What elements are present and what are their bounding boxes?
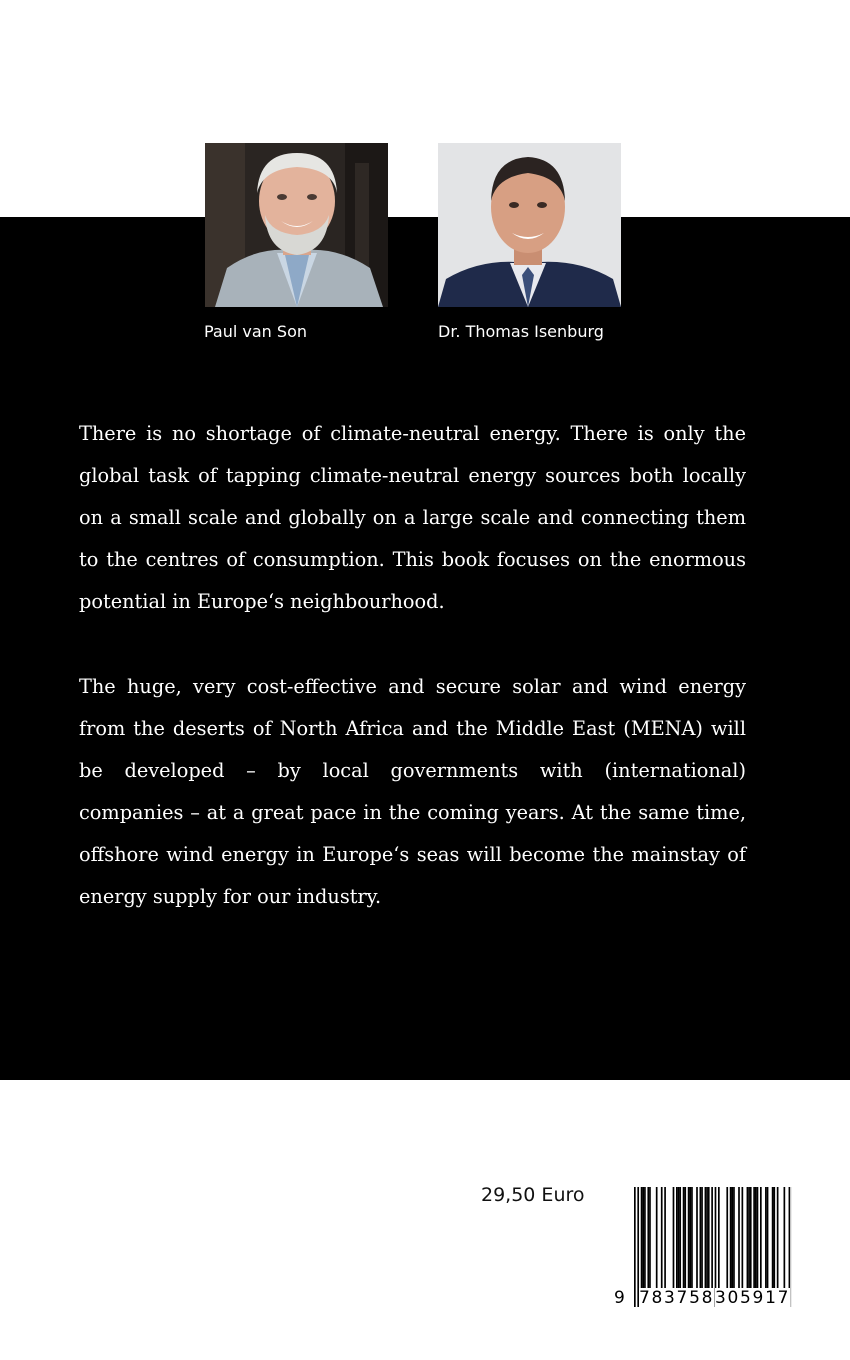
barcode-bar: [684, 1187, 686, 1293]
barcode-bar: [664, 1187, 666, 1293]
barcode-bar: [753, 1187, 755, 1293]
isbn-digit-group-1: 783758: [639, 1288, 715, 1308]
barcode-bar: [755, 1187, 757, 1293]
author-photo-paul-van-son: [205, 143, 388, 307]
barcode-bar: [731, 1187, 733, 1293]
blurb-paragraph-2: The huge, very cost-effective and secure solar and wind energy from the deserts of North Africa and the Middle East (MENA) will be developed – by local governments with (international) companies – at a great pace in the coming years. At the same time, offshore wind energy in Europe‘s seas will become the mainstay of energy supply for our industry.: [79, 675, 746, 908]
barcode-bar: [718, 1187, 720, 1293]
barcode-bar: [649, 1187, 651, 1293]
barcode-bar: [748, 1187, 750, 1293]
price-label: 29,50 Euro: [481, 1184, 585, 1206]
barcode-bar: [765, 1187, 767, 1293]
barcode-bar: [656, 1187, 658, 1293]
barcode-bar: [708, 1187, 710, 1293]
barcode-bar: [773, 1187, 775, 1293]
barcode-bar: [634, 1187, 636, 1307]
barcode-bar: [757, 1187, 759, 1293]
barcode-bar: [688, 1187, 690, 1293]
barcode-bar: [696, 1187, 698, 1293]
barcode-bar: [676, 1187, 678, 1293]
barcode-bar: [750, 1187, 752, 1293]
barcode-bar: [691, 1187, 693, 1293]
barcode-bar: [767, 1187, 769, 1293]
barcode-bar: [701, 1187, 703, 1293]
author-name-caption: Paul van Son: [204, 322, 307, 341]
barcode-bar: [642, 1187, 644, 1293]
barcode-bar: [683, 1187, 685, 1293]
barcode-bar: [772, 1187, 774, 1293]
barcode-bar: [679, 1187, 681, 1293]
barcode-bar: [726, 1187, 728, 1293]
isbn-digit-group-2: 305917: [715, 1288, 791, 1308]
barcode-bar: [760, 1187, 762, 1293]
author-photo-thomas-isenburg: [438, 143, 621, 307]
barcode-bar: [742, 1187, 744, 1293]
barcode-bar: [738, 1187, 740, 1293]
barcode-bar: [730, 1187, 732, 1293]
barcode-bar: [689, 1187, 691, 1293]
barcode-bar: [706, 1187, 708, 1293]
barcode-bar: [678, 1187, 680, 1293]
isbn-prefix-digit: 9: [614, 1288, 625, 1308]
barcode-bar: [673, 1187, 675, 1293]
barcode-bar: [784, 1187, 786, 1293]
barcode-bar: [777, 1187, 779, 1293]
barcode-bar: [647, 1187, 649, 1293]
barcode-bar: [661, 1187, 663, 1293]
black-text-band: [0, 217, 850, 1080]
barcode-bar: [733, 1187, 735, 1293]
author-name-caption: Dr. Thomas Isenburg: [438, 322, 604, 341]
barcode-bar: [641, 1187, 643, 1293]
barcode-bar: [747, 1187, 749, 1293]
blurb-paragraph-1: There is no shortage of climate-neutral energy. There is only the global task of tapping climate-neutral energy sources both locally on a small scale and globally on a large scale and connecting them to the centres of consumption. This book focuses on the enormous potential in Europe‘s neighbourhood.: [79, 422, 746, 613]
barcode-bar: [700, 1187, 702, 1293]
barcode-bar: [705, 1187, 707, 1293]
barcode-bar: [644, 1187, 646, 1293]
